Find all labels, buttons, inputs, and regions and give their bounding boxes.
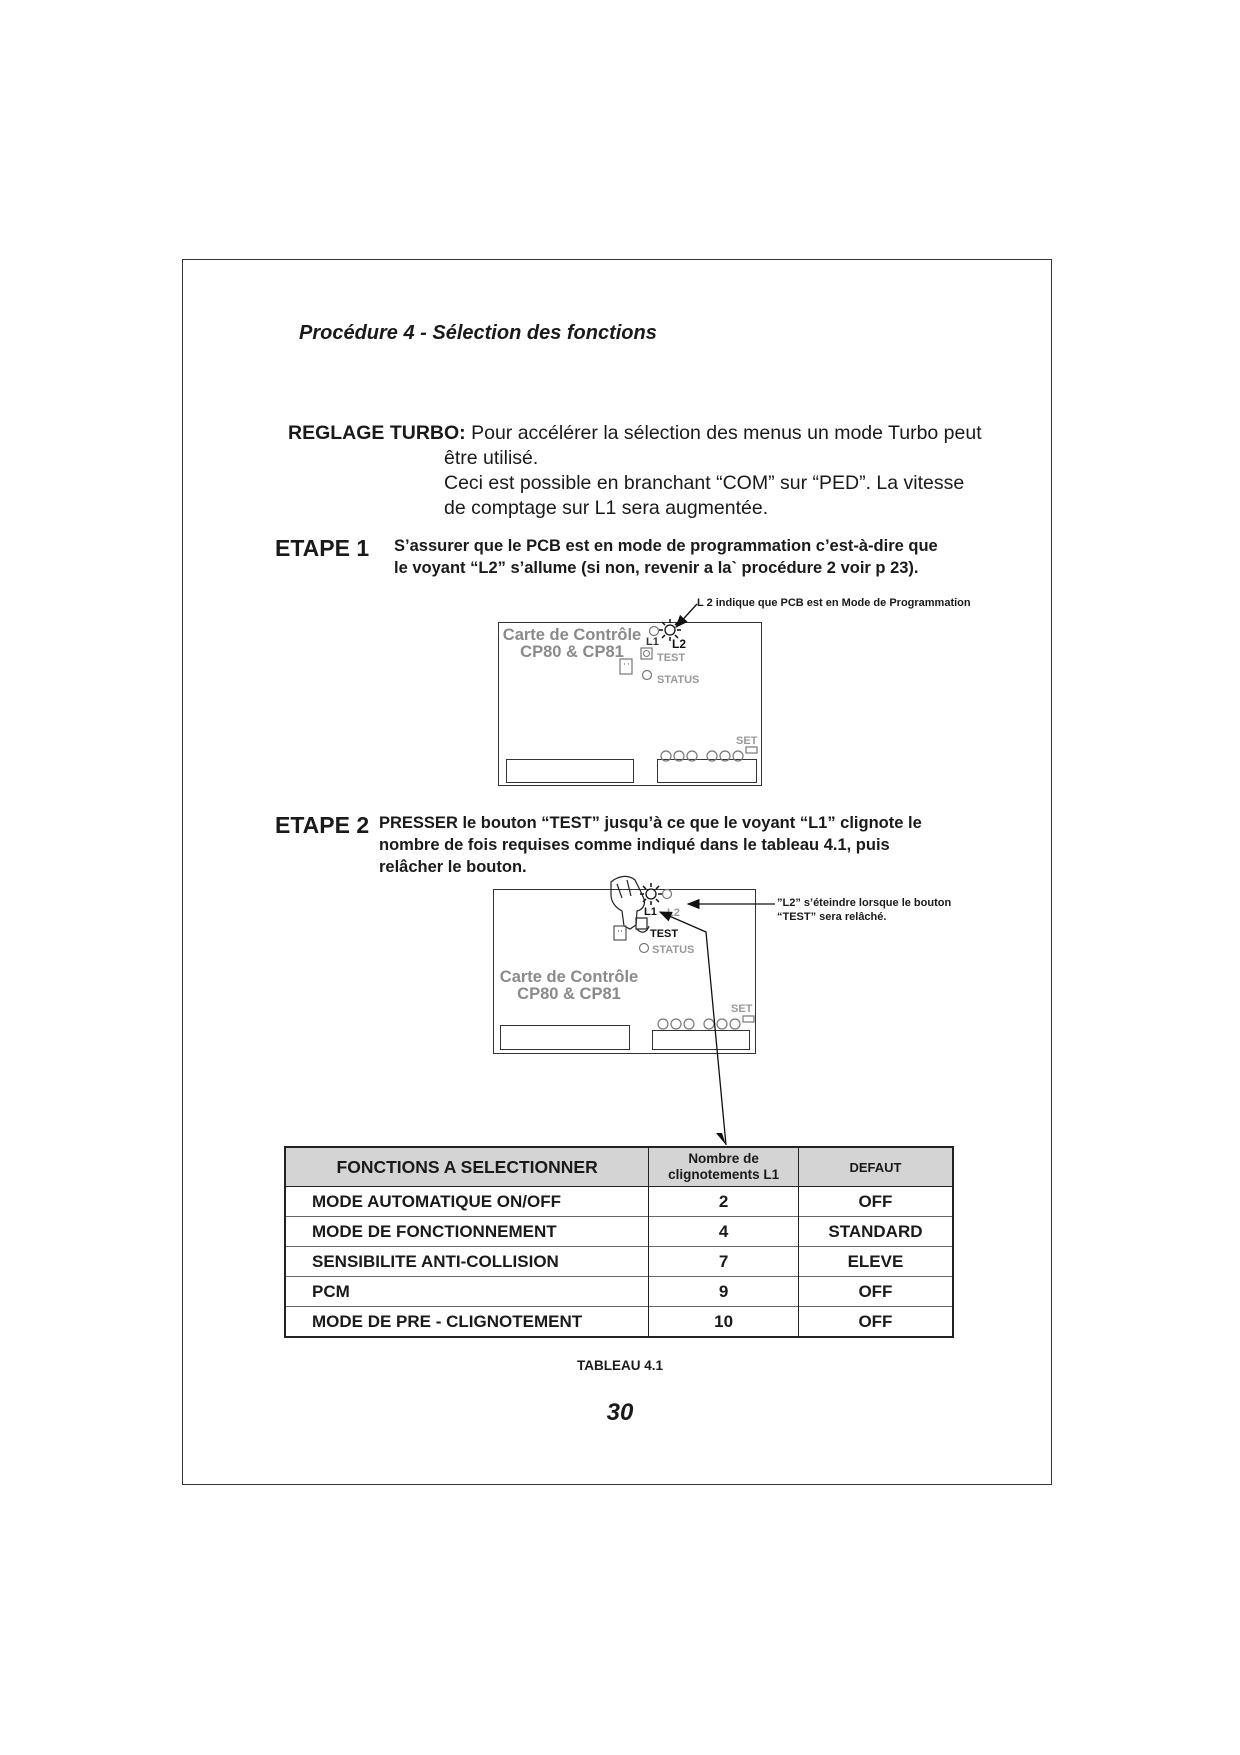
default-value: OFF [798, 1277, 953, 1307]
function-name: MODE AUTOMATIQUE ON/OFF [285, 1187, 649, 1217]
step-2-label: ETAPE 2 [275, 812, 370, 838]
board-2-leds [611, 876, 775, 1145]
function-name: MODE DE PRE - CLIGNOTEMENT [285, 1307, 649, 1338]
board-2-l1-label: L1 [644, 906, 657, 918]
blink-count: 10 [649, 1307, 799, 1338]
function-name: PCM [285, 1277, 649, 1307]
step-2-line-3: relâcher le bouton. [379, 858, 527, 876]
turbo-line-3: Ceci est possible en branchant “COM” sur “PED”. La vitesse [444, 472, 965, 494]
table-row [285, 1277, 953, 1307]
blink-count: 2 [649, 1187, 799, 1217]
default-value: OFF [798, 1307, 953, 1338]
header-functions: FONCTIONS A SELECTIONNER [285, 1147, 649, 1187]
turbo-line-4: de comptage sur L1 sera augmentée. [444, 497, 769, 519]
step-1-line-1: S’assurer que le PCB est en mode de programmation c’est-à-dire que [394, 537, 938, 555]
board-2-set-label: SET [731, 1003, 753, 1015]
page-title: Procédure 4 - Sélection des fonctions [299, 322, 657, 344]
step-1-annotation: L 2 indique que PCB est en Mode de Programmation [697, 597, 971, 609]
page-number: 30 [606, 1399, 634, 1426]
board-2-title-line-1: Carte de Contrôle [499, 968, 639, 986]
header-default: DEFAUT [798, 1147, 953, 1187]
board-1-test-button [641, 648, 652, 659]
board-2-l2-led [663, 890, 672, 899]
table-pointer-arrow [660, 912, 726, 1145]
default-value: ELEVE [798, 1247, 953, 1277]
table-row [285, 1187, 953, 1217]
step-1-label: ETAPE 1 [275, 535, 370, 561]
board-1-title-line-1: Carte de Contrôle [502, 626, 642, 644]
turbo-line-2: être utilisé. [444, 447, 539, 469]
board-2-test-label: TEST [650, 928, 679, 940]
blink-count: 4 [649, 1217, 799, 1247]
default-value: OFF [798, 1187, 953, 1217]
board-1-l1-label: L1 [646, 636, 659, 648]
board-1-status-label: STATUS [657, 674, 700, 686]
board-1-l2-led-glow-icon [659, 619, 681, 641]
hand-icon [611, 876, 649, 932]
header-blink-count [649, 1147, 799, 1187]
header-blink-count-line-1: Nombre de [688, 1151, 759, 1166]
board-1-title-line-2: CP80 & CP81 [520, 643, 624, 661]
turbo-label: REGLAGE TURBO: [288, 422, 466, 444]
board-1-annotation-arrow [676, 604, 697, 627]
header-blink-count-line-2: clignotements L1 [668, 1167, 780, 1182]
board-1-set-label: SET [736, 735, 758, 747]
turbo-line-1: Pour accélérer la sélection des menus un mode Turbo peut [471, 422, 982, 444]
step-1-line-2: le voyant “L2” s’allume (si non, revenir a la` procédure 2 voir p 23). [394, 559, 919, 577]
board-1-terminal-leds [661, 747, 757, 761]
board-2-status-label: STATUS [652, 944, 695, 956]
step-2-line-2: nombre de fois requises comme indiqué dans le tableau 4.1, puis [379, 836, 890, 854]
table-caption: TABLEAU 4.1 [576, 1358, 663, 1373]
step-2-annotation-line-2: “TEST” sera relâché. [777, 911, 887, 923]
functions-table [284, 1146, 954, 1338]
board-1-l2-label: L2 [672, 637, 687, 651]
blink-count: 7 [649, 1247, 799, 1277]
board-1-leds [620, 604, 757, 761]
board-1-l1-led [650, 627, 659, 636]
table-header-row [285, 1147, 953, 1187]
board-1-status-led [643, 671, 652, 680]
function-name: SENSIBILITE ANTI-COLLISION [285, 1247, 649, 1277]
step-2-annotation-line-1: ”L2” s’éteindre lorsque le bouton [777, 897, 952, 909]
step-2-line-1: PRESSER le bouton “TEST” jusqu’à ce que le voyant “L1” clignote le [379, 814, 922, 832]
board-2-status-led [640, 944, 649, 953]
board-2-chip-icon [614, 926, 626, 940]
board-1-test-label: TEST [657, 652, 686, 664]
blink-count: 9 [649, 1277, 799, 1307]
table-row [285, 1307, 953, 1338]
function-name: MODE DE FONCTIONNEMENT [285, 1217, 649, 1247]
board-2-title-line-2: CP80 & CP81 [517, 985, 621, 1003]
default-value: STANDARD [798, 1217, 953, 1247]
board-2-l1-led-blink-icon [640, 883, 662, 905]
board-1-chip-icon [620, 659, 632, 674]
board-2-terminal-leds [658, 1016, 754, 1029]
table-row [285, 1217, 953, 1247]
table-row [285, 1247, 953, 1277]
board-2-l2-label: L2 [667, 907, 680, 919]
